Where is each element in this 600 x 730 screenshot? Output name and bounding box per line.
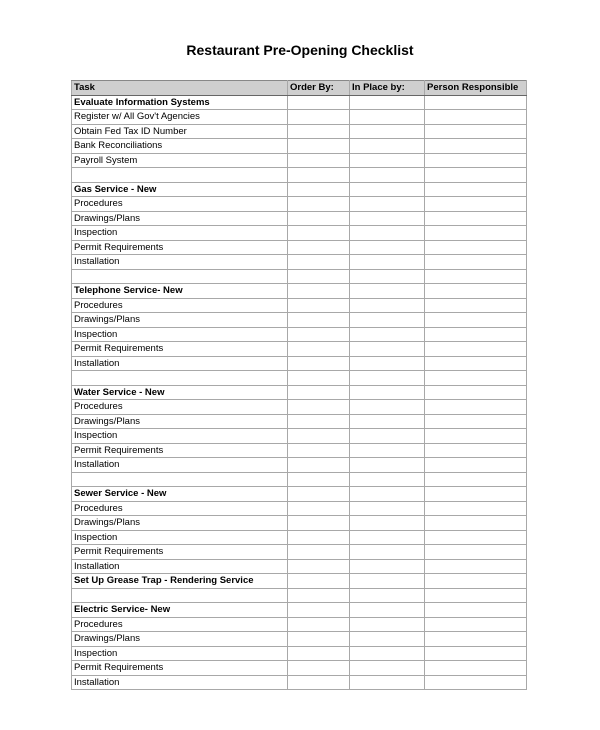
task-cell [72,472,288,487]
table-header [72,81,527,96]
task-cell: Permit Requirements [72,443,288,458]
person-responsible-cell [425,545,527,560]
order-by-cell [288,559,350,574]
order-by-cell [288,284,350,299]
column-header-person-responsible: Person Responsible [425,81,527,96]
table-row [72,429,527,444]
task-cell: Obtain Fed Tax ID Number [72,124,288,139]
order-by-cell [288,385,350,400]
in-place-by-cell [350,400,425,415]
in-place-by-cell [350,675,425,690]
order-by-cell [288,646,350,661]
order-by-cell [288,182,350,197]
order-by-cell [288,269,350,284]
in-place-by-cell [350,269,425,284]
table-row [72,472,527,487]
order-by-cell [288,458,350,473]
in-place-by-cell [350,603,425,618]
task-cell: Permit Requirements [72,342,288,357]
table-row [72,530,527,545]
table-row [72,168,527,183]
order-by-cell [288,342,350,357]
person-responsible-cell [425,632,527,647]
section-header-row [72,603,527,618]
section-title-cell: Set Up Grease Trap - Rendering Service [72,574,288,589]
in-place-by-cell [350,574,425,589]
in-place-by-cell [350,414,425,429]
order-by-cell [288,516,350,531]
order-by-cell [288,472,350,487]
in-place-by-cell [350,110,425,125]
task-cell: Permit Requirements [72,661,288,676]
table-row [72,124,527,139]
order-by-cell [288,168,350,183]
task-cell: Permit Requirements [72,240,288,255]
order-by-cell [288,211,350,226]
order-by-cell [288,400,350,415]
in-place-by-cell [350,646,425,661]
person-responsible-cell [425,675,527,690]
in-place-by-cell [350,226,425,241]
table-row [72,458,527,473]
task-cell: Drawings/Plans [72,632,288,647]
order-by-cell [288,255,350,270]
order-by-cell [288,124,350,139]
person-responsible-cell [425,182,527,197]
table-row [72,313,527,328]
table-row [72,269,527,284]
in-place-by-cell [350,168,425,183]
order-by-cell [288,226,350,241]
person-responsible-cell [425,414,527,429]
in-place-by-cell [350,588,425,603]
table-row [72,646,527,661]
order-by-cell [288,588,350,603]
table-row [72,255,527,270]
order-by-cell [288,661,350,676]
checklist-table [71,80,527,690]
order-by-cell [288,95,350,110]
task-cell [72,588,288,603]
person-responsible-cell [425,240,527,255]
in-place-by-cell [350,139,425,154]
task-cell: Inspection [72,226,288,241]
order-by-cell [288,197,350,212]
in-place-by-cell [350,240,425,255]
section-header-row [72,385,527,400]
person-responsible-cell [425,197,527,212]
person-responsible-cell [425,574,527,589]
person-responsible-cell [425,356,527,371]
section-header-row [72,182,527,197]
person-responsible-cell [425,313,527,328]
person-responsible-cell [425,139,527,154]
in-place-by-cell [350,211,425,226]
in-place-by-cell [350,342,425,357]
in-place-by-cell [350,327,425,342]
order-by-cell [288,356,350,371]
person-responsible-cell [425,124,527,139]
order-by-cell [288,530,350,545]
task-cell: Permit Requirements [72,545,288,560]
table-row [72,298,527,313]
person-responsible-cell [425,646,527,661]
task-cell: Inspection [72,327,288,342]
in-place-by-cell [350,487,425,502]
task-cell: Bank Reconciliations [72,139,288,154]
table-row [72,226,527,241]
page-title: Restaurant Pre-Opening Checklist [186,42,414,58]
section-title-cell: Gas Service - New [72,182,288,197]
person-responsible-cell [425,284,527,299]
person-responsible-cell [425,153,527,168]
person-responsible-cell [425,255,527,270]
order-by-cell [288,675,350,690]
in-place-by-cell [350,284,425,299]
task-cell: Installation [72,675,288,690]
in-place-by-cell [350,356,425,371]
order-by-cell [288,110,350,125]
person-responsible-cell [425,487,527,502]
in-place-by-cell [350,458,425,473]
section-title-cell: Electric Service- New [72,603,288,618]
table-row [72,414,527,429]
in-place-by-cell [350,429,425,444]
order-by-cell [288,632,350,647]
person-responsible-cell [425,269,527,284]
table-row [72,197,527,212]
in-place-by-cell [350,385,425,400]
person-responsible-cell [425,211,527,226]
table-row [72,400,527,415]
table-row [72,153,527,168]
in-place-by-cell [350,661,425,676]
person-responsible-cell [425,661,527,676]
order-by-cell [288,139,350,154]
in-place-by-cell [350,530,425,545]
order-by-cell [288,327,350,342]
table-row [72,501,527,516]
table-body [72,95,527,690]
table-row [72,617,527,632]
task-cell: Procedures [72,501,288,516]
in-place-by-cell [350,255,425,270]
table-row [72,661,527,676]
task-cell: Drawings/Plans [72,516,288,531]
task-cell [72,371,288,386]
task-cell: Procedures [72,617,288,632]
section-header-row [72,95,527,110]
person-responsible-cell [425,400,527,415]
in-place-by-cell [350,559,425,574]
table-row [72,327,527,342]
task-cell: Drawings/Plans [72,414,288,429]
table-row [72,110,527,125]
task-cell: Procedures [72,298,288,313]
in-place-by-cell [350,197,425,212]
task-cell: Procedures [72,400,288,415]
order-by-cell [288,313,350,328]
in-place-by-cell [350,472,425,487]
person-responsible-cell [425,385,527,400]
task-cell: Register w/ All Gov't Agencies [72,110,288,125]
table-row [72,139,527,154]
person-responsible-cell [425,95,527,110]
order-by-cell [288,414,350,429]
in-place-by-cell [350,313,425,328]
in-place-by-cell [350,95,425,110]
task-cell: Installation [72,559,288,574]
table-row [72,632,527,647]
person-responsible-cell [425,458,527,473]
column-header-task: Task [72,81,288,96]
section-header-row [72,487,527,502]
person-responsible-cell [425,501,527,516]
person-responsible-cell [425,588,527,603]
person-responsible-cell [425,429,527,444]
person-responsible-cell [425,530,527,545]
column-header-in-place-by: In Place by: [350,81,425,96]
order-by-cell [288,443,350,458]
table-row [72,356,527,371]
person-responsible-cell [425,371,527,386]
order-by-cell [288,429,350,444]
table-row [72,588,527,603]
person-responsible-cell [425,516,527,531]
table-row [72,559,527,574]
task-cell: Payroll System [72,153,288,168]
person-responsible-cell [425,603,527,618]
section-title-cell: Water Service - New [72,385,288,400]
task-cell: Drawings/Plans [72,313,288,328]
task-cell: Inspection [72,429,288,444]
task-cell: Installation [72,356,288,371]
table-row [72,342,527,357]
person-responsible-cell [425,226,527,241]
task-cell: Inspection [72,530,288,545]
order-by-cell [288,501,350,516]
section-header-row [72,284,527,299]
task-cell: Drawings/Plans [72,211,288,226]
task-cell: Inspection [72,646,288,661]
section-title-cell: Evaluate Information Systems [72,95,288,110]
table-row [72,545,527,560]
order-by-cell [288,371,350,386]
in-place-by-cell [350,371,425,386]
person-responsible-cell [425,168,527,183]
in-place-by-cell [350,632,425,647]
order-by-cell [288,603,350,618]
table-row [72,443,527,458]
section-title-cell: Sewer Service - New [72,487,288,502]
person-responsible-cell [425,342,527,357]
in-place-by-cell [350,182,425,197]
order-by-cell [288,574,350,589]
section-header-row [72,574,527,589]
in-place-by-cell [350,153,425,168]
in-place-by-cell [350,443,425,458]
header-row [72,81,527,96]
table-row [72,675,527,690]
order-by-cell [288,153,350,168]
in-place-by-cell [350,545,425,560]
in-place-by-cell [350,298,425,313]
table-row [72,371,527,386]
task-cell [72,168,288,183]
order-by-cell [288,240,350,255]
order-by-cell [288,298,350,313]
person-responsible-cell [425,559,527,574]
person-responsible-cell [425,327,527,342]
order-by-cell [288,545,350,560]
order-by-cell [288,487,350,502]
in-place-by-cell [350,516,425,531]
task-cell: Procedures [72,197,288,212]
in-place-by-cell [350,501,425,516]
task-cell: Installation [72,458,288,473]
in-place-by-cell [350,617,425,632]
person-responsible-cell [425,617,527,632]
table-row [72,240,527,255]
section-title-cell: Telephone Service- New [72,284,288,299]
person-responsible-cell [425,298,527,313]
task-cell [72,269,288,284]
order-by-cell [288,617,350,632]
table-row [72,516,527,531]
in-place-by-cell [350,124,425,139]
person-responsible-cell [425,443,527,458]
column-header-order-by: Order By: [288,81,350,96]
person-responsible-cell [425,110,527,125]
table-row [72,211,527,226]
person-responsible-cell [425,472,527,487]
task-cell: Installation [72,255,288,270]
